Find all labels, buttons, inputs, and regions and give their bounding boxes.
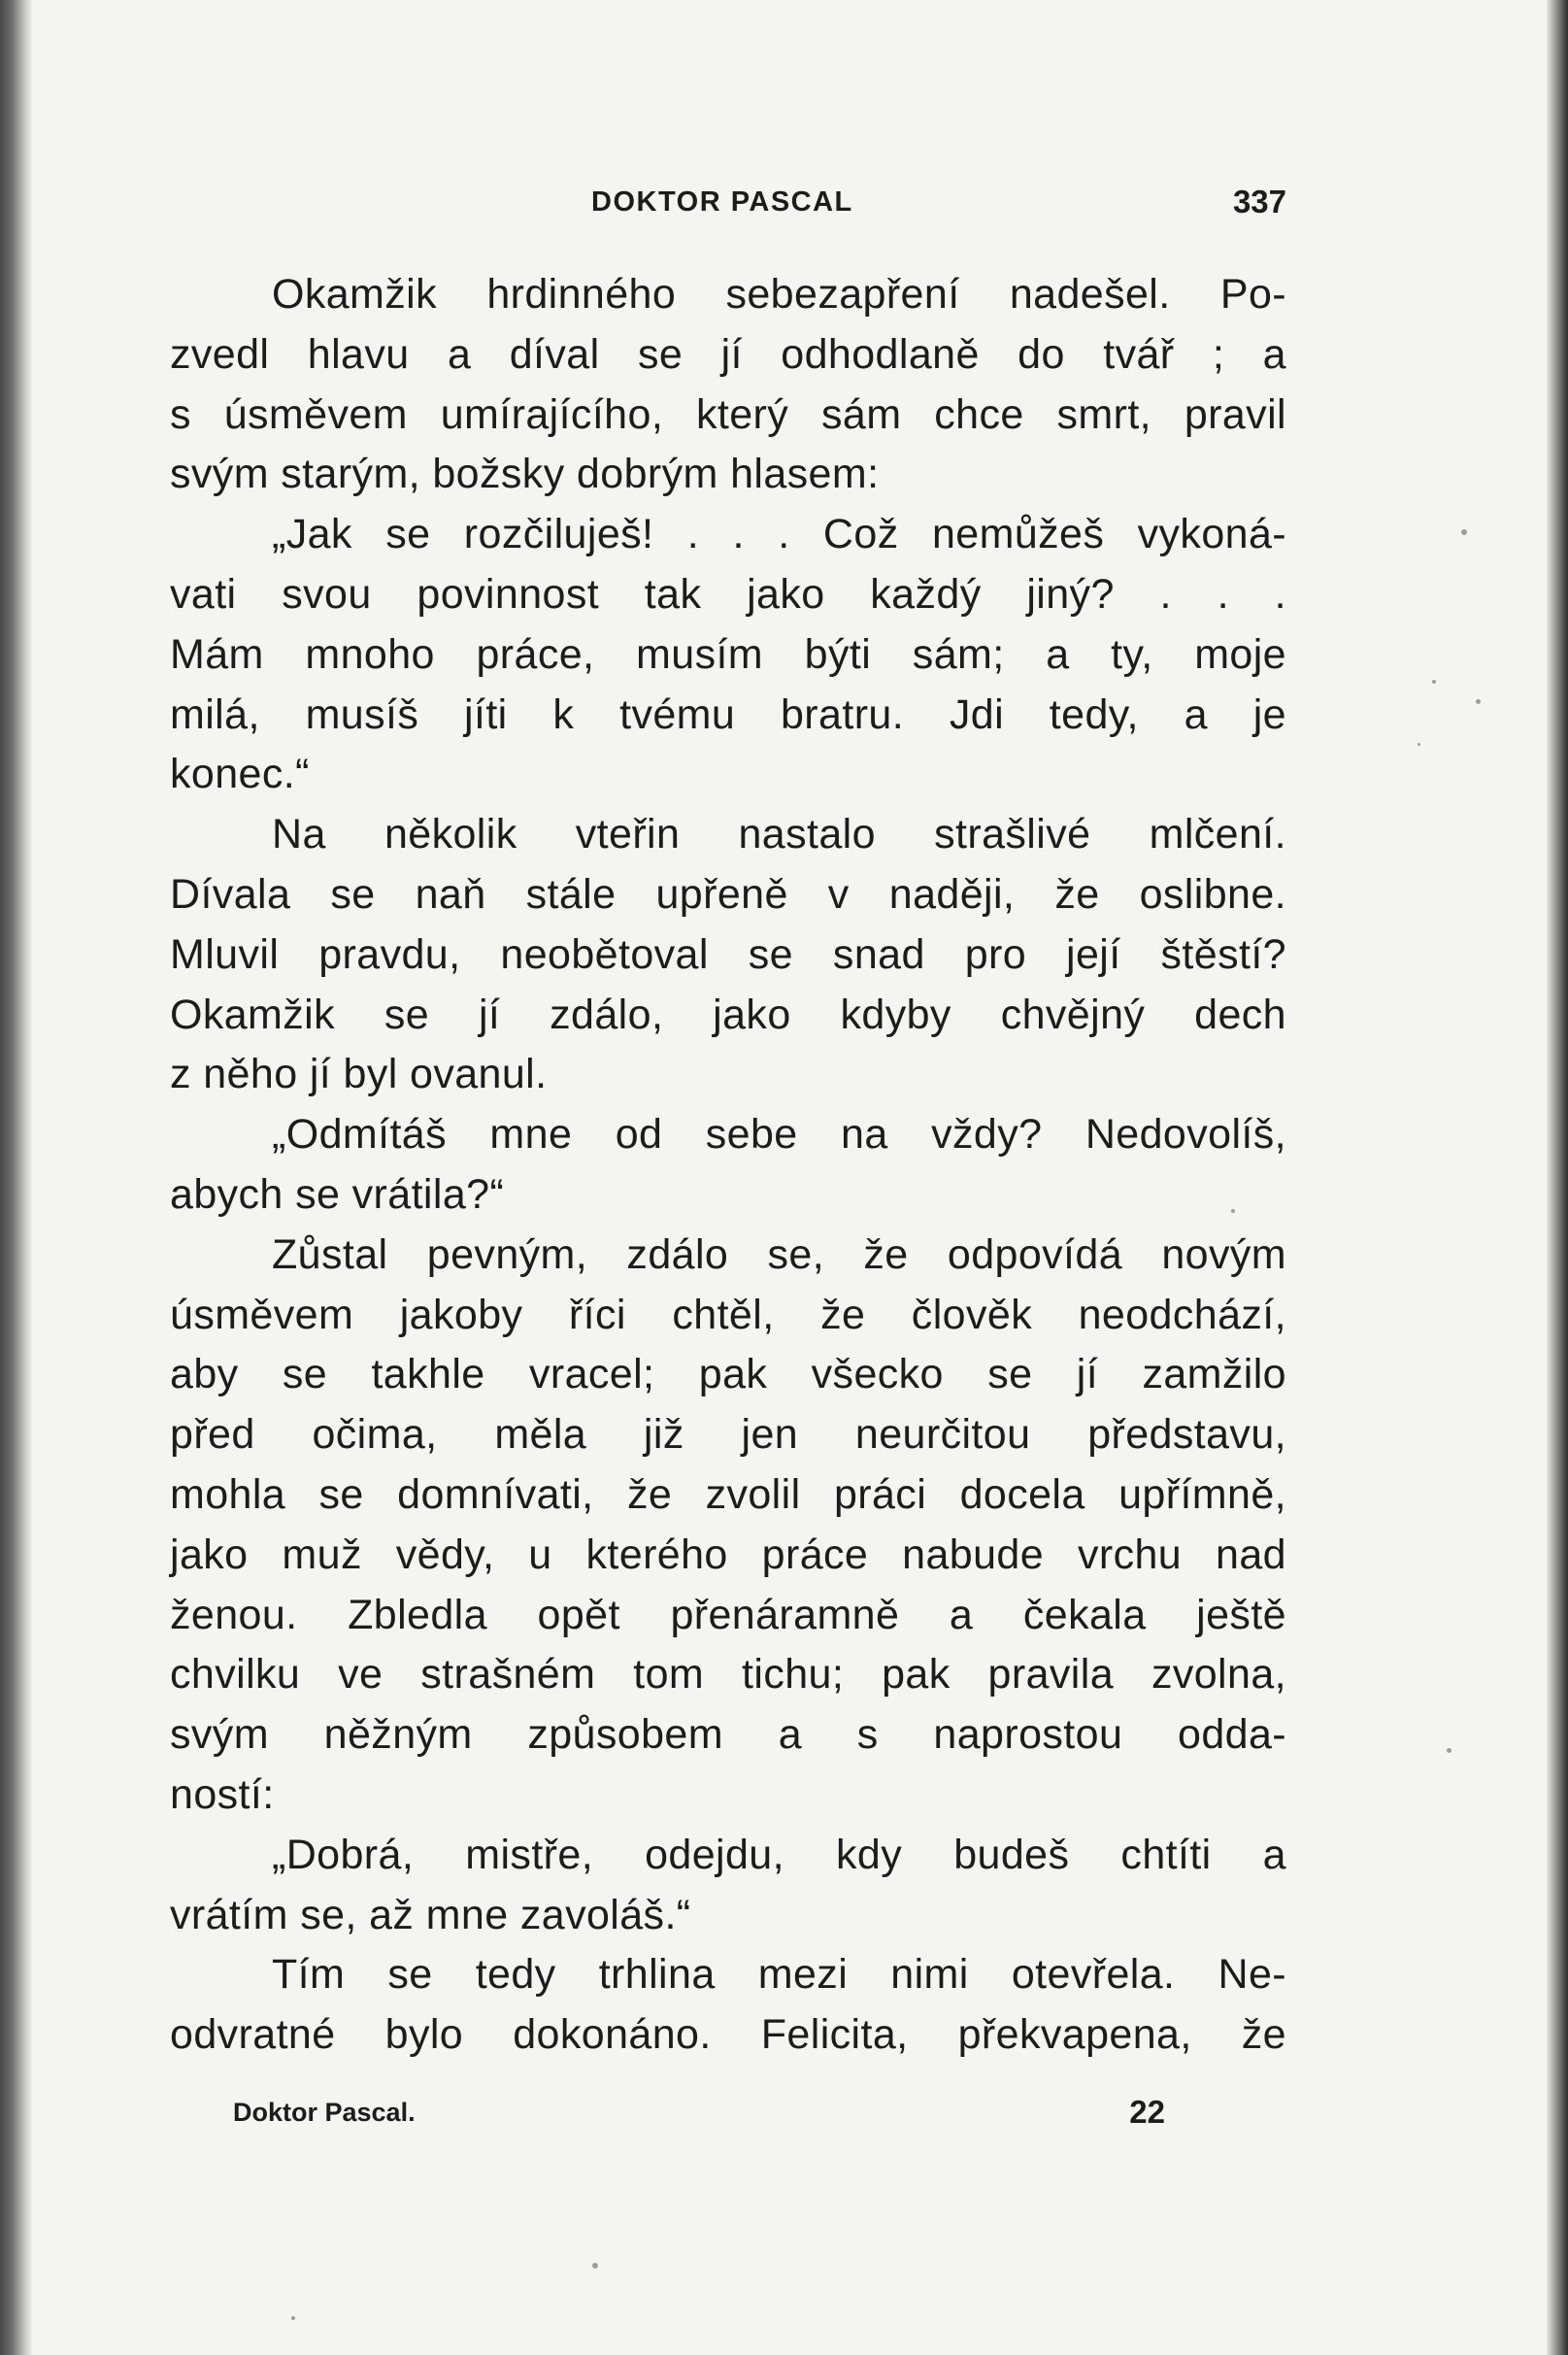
text-line: abych se vrátila?“ <box>170 1170 505 1218</box>
text-line: svým něžným způsobem a s naprostou odda- <box>170 1711 1286 1759</box>
print-speck <box>1461 529 1467 535</box>
text-line: Dívala se naň stále upřeně v naději, že oslibne. <box>170 870 1286 918</box>
print-speck <box>1447 1748 1451 1753</box>
text-line: zvedl hlavu a díval se jí odhodlaně do tvář ; a <box>170 330 1286 378</box>
text-line: konec.“ <box>170 751 310 798</box>
body-text <box>170 265 1286 2066</box>
signature-footer <box>233 2088 1165 2136</box>
text-line: úsměvem jakoby říci chtěl, že člověk neodchází, <box>170 1291 1286 1338</box>
text-line: mohla se domnívati, že zvolil práci docela upřímně, <box>170 1470 1286 1518</box>
text-line: s úsměvem umírajícího, který sám chce smrt, pravil <box>170 390 1286 438</box>
page-edge-shadow <box>1547 0 1568 2355</box>
text-line: svým starým, božsky dobrým hlasem: <box>170 451 880 498</box>
running-title: DOKTOR PASCAL <box>591 186 853 218</box>
text-line: Na několik vteřin nastalo strašlivé mlčení. <box>272 811 1286 858</box>
text-line: „Jak se rozčiluješ! . . . Což nemůžeš vykoná- <box>272 511 1286 558</box>
print-speck <box>1231 1209 1235 1213</box>
text-line: odvratné bylo dokonáno. Felicita, překvapena, že <box>170 2011 1286 2059</box>
text-line: jako muž vědy, u kterého práce nabude vrchu nad <box>170 1531 1286 1578</box>
text-line: chvilku ve strašném tom tichu; pak pravila zvolna, <box>170 1651 1286 1699</box>
text-line: ností: <box>170 1770 275 1818</box>
page-number: 337 <box>1232 184 1286 219</box>
print-speck <box>1432 680 1436 684</box>
text-line: Okamžik hrdinného sebezapření nadešel. Po- <box>272 271 1286 318</box>
text-line: milá, musíš jíti k tvému bratru. Jdi tedy, a je <box>170 690 1286 738</box>
print-speck <box>1418 743 1420 746</box>
running-header <box>170 175 1286 229</box>
text-line: z něho jí byl ovanul. <box>170 1051 548 1098</box>
text-line: Tím se tedy trhlina mezi nimi otevřela. Ne- <box>272 1951 1286 1999</box>
print-speck <box>1476 699 1481 704</box>
text-line: Zůstal pevným, zdálo se, že odpovídá novým <box>272 1230 1286 1278</box>
text-line: před očima, měla již jen neurčitou představu, <box>170 1411 1286 1459</box>
text-line: „Dobrá, mistře, odejdu, kdy budeš chtíti a <box>272 1831 1286 1878</box>
spine-shadow <box>0 0 33 2355</box>
signature-mark-text: Doktor Pascal. <box>233 2098 416 2127</box>
text-line: vrátím se, až mne zavoláš.“ <box>170 1891 691 1938</box>
sheet-signature-number: 22 <box>1129 2094 1165 2130</box>
text-line: ženou. Zbledla opět přenáramně a čekala ještě <box>170 1591 1286 1638</box>
text-line: aby se takhle vracel; pak všecko se jí zamžilo <box>170 1351 1286 1398</box>
text-line: „Odmítáš mne od sebe na vždy? Nedovolíš, <box>272 1111 1286 1159</box>
print-speck <box>592 2263 598 2269</box>
print-speck <box>291 2316 295 2320</box>
text-line: Mluvil pravdu, neobětoval se snad pro její štěstí? <box>170 930 1286 978</box>
text-line: vati svou povinnost tak jako každý jiný? . . . <box>170 570 1286 618</box>
text-line: Okamžik se jí zdálo, jako kdyby chvějný dech <box>170 991 1286 1038</box>
text-line: Mám mnoho práce, musím býti sám; a ty, moje <box>170 630 1286 678</box>
